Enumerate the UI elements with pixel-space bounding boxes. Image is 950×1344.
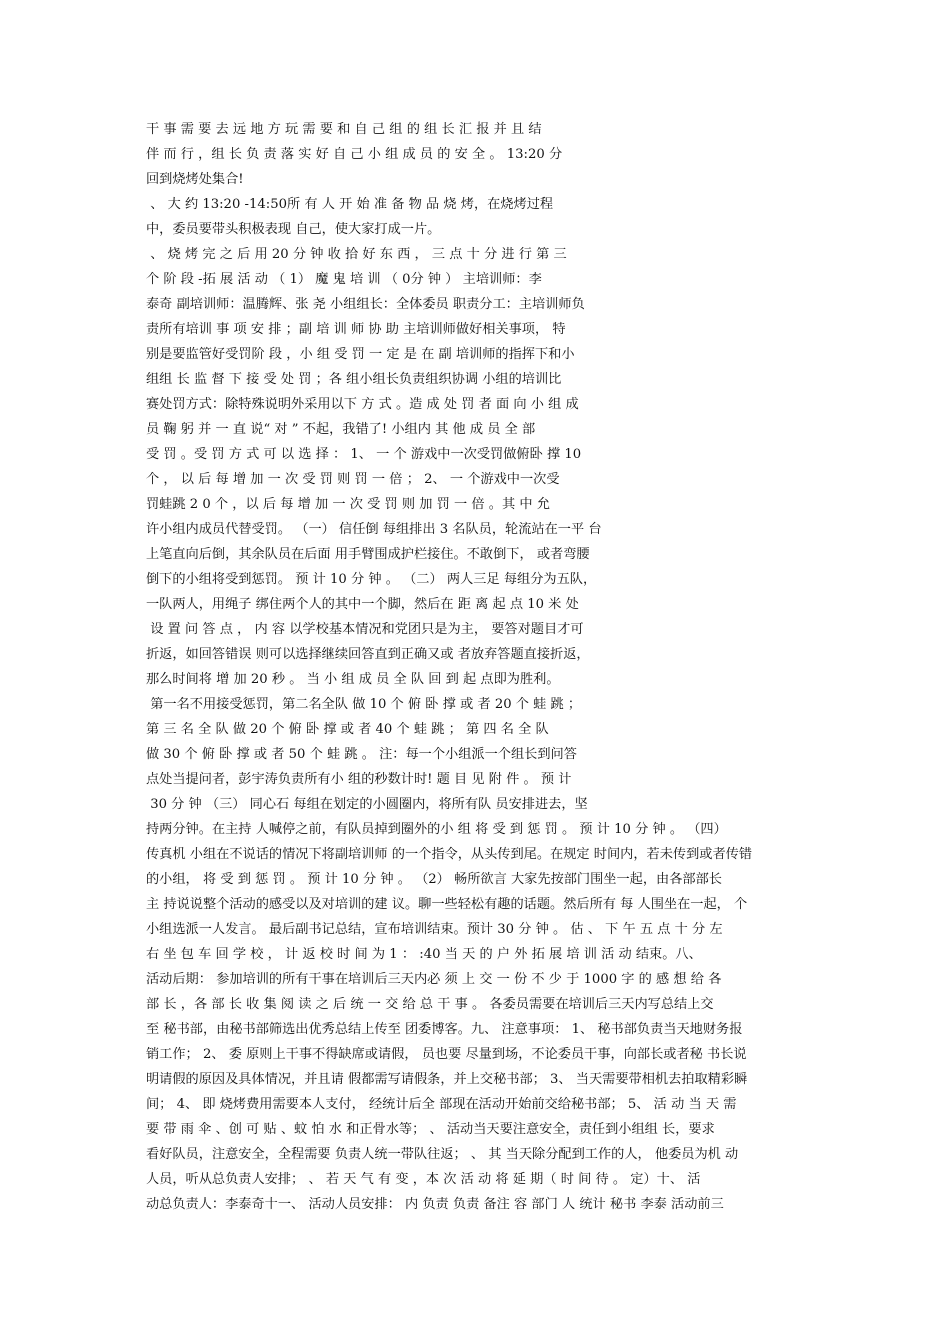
text-line: 、 烧 烤 完 之 后 用 20 分 钟 收 拾 好 东 西 ， 三 点 十 分 进 行 第 三 — [146, 247, 567, 262]
text-line: 许小组内成员代替受罚。 （一） 信任倒 每组排出 3 名队员，轮流站在一平 台 — [146, 522, 602, 537]
text-line: 传真机 小组在不说话的情况下将副培训师 的一个指令，从头传到尾。在规定 时间内，若未传到或者传错 — [146, 847, 753, 862]
text-line: 部 长 ，各 部 长 收 集 阅 读 之 后 统 一 交 给 总 干 事 。 各委员需要在培训后三天内写总结上交 — [146, 997, 714, 1012]
text-line: 要 带 雨 伞 、创 可 贴 、蚊 怕 水 和正骨水等； 、 活动当天要注意安全，责任到小组组 长，要求 — [146, 1122, 715, 1137]
text-line: 干 事 需 要 去 远 地 方 玩 需 要 和 自 己 组 的 组 长 汇 报 并 且 结 — [146, 122, 542, 137]
text-line: 个 阶 段 -拓 展 活 动 （ 1） 魔 鬼 培 训 （ 0分 钟 ） 主培训师：李 — [146, 272, 542, 287]
text-line: 一队两人，用绳子 绑住两个人的其中一个脚，然后在 距 离 起 点 10 米 处 — [146, 597, 579, 612]
text-line: 设 置 问 答 点 ， 内 容 以学校基本情况和党团只是为主， 要答对题目才可 — [146, 622, 584, 637]
text-line: 至 秘书部，由秘书部筛选出优秀总结上传至 团委博客。九、 注意事项： 1、 秘书部负责当天地财务报 — [146, 1022, 743, 1037]
text-line: 第 三 名 全 队 做 20 个 俯 卧 撑 或 者 40 个 蛙 跳 ； 第 四 名 全 队 — [146, 722, 549, 737]
text-line: 、 大 约 13:20 -14:50所 有 人 开 始 准 备 物 品 烧 烤，在烧烤过程 — [146, 197, 554, 212]
text-line: 间； 4、 即 烧烤费用需要本人支付， 经统计后全 部现在活动开始前交给秘书部； 5、 活 动 当 天 需 — [146, 1097, 737, 1112]
text-line: 泰奇 副培训师：温腾辉、张 尧 小组组长：全体委员 职责分工：主培训师负 — [146, 297, 585, 312]
text-line: 赛处罚方式：除特殊说明外采用以下 方 式 。造 成 处 罚 者 面 向 小 组 成 — [146, 397, 579, 412]
text-line: 受 罚 。受 罚 方 式 可 以 选 择 ： 1、 一 个 游戏中一次受罚做俯卧 撑 10 — [146, 447, 582, 462]
text-line: 员 鞠 躬 并 一 直 说“ 对 ” 不起，我错了! 小组内 其 他 成 员 全 部 — [146, 422, 536, 437]
text-line: 销工作； 2、 委 原则上干事不得缺席或请假， 员也要 尽量到场，不论委员干事，向部长或者秘 书长说 — [146, 1047, 747, 1062]
text-line: 右 坐 包 车 回 学 校 ， 计 返 校 时 间 为 1 ： :40 当 天 的 户 外 拓 展 培 训 活 动 结束。八、 — [146, 947, 702, 962]
text-line: 回到烧烤处集合! — [146, 172, 244, 187]
text-line: 动总负责人：李泰奇十一、 活动人员安排： 内 负责 负责 备注 容 部门 人 统计 秘书 李泰 活动前三 — [146, 1197, 724, 1212]
text-line: 倒下的小组将受到惩罚。 预 计 10 分 钟 。 （二） 两人三足 每组分为五队， — [146, 572, 597, 587]
text-line: 30 分 钟 （三） 同心石 每组在划定的小圆圈内，将所有队 员安排进去，坚 — [146, 797, 588, 812]
text-line: 罚蛙跳 2 0 个 ，以 后 每 增 加 一 次 受 罚 则 加 罚 一 倍 。其 中 允 — [146, 497, 550, 512]
text-line: 看好队员，注意安全，全程需要 负责人统一带队往返； 、 其 当天除分配到工作的人， 他委员为机 动 — [146, 1147, 739, 1162]
text-line: 别是要监管好受罚阶 段 ，小 组 受 罚 一 定 是 在 副 培训师的指挥下和小 — [146, 347, 575, 362]
text-line: 责所有培训 事 项 安 排 ；副 培 训 师 协 助 主培训师做好相关事项， 特 — [146, 322, 566, 337]
text-line: 主 持说说整个活动的感受以及对培训的建 议。聊一些轻松有趣的话题。然后所有 每 人围坐在一起， 个 — [146, 897, 748, 912]
text-line: 第一名不用接受惩罚，第二名全队 做 10 个 俯 卧 撑 或 者 20 个 蛙 跳 ； — [146, 697, 582, 712]
text-line: 组组 长 监 督 下 接 受 处 罚 ；各 组小组长负责组织协调 小组的培训比 — [146, 372, 562, 387]
text-line: 那么时间将 增 加 20 秒 。 当 小 组 成 员 全 队 回 到 起 点即为胜利。 — [146, 672, 560, 687]
text-line: 上笔直向后倒，其余队员在后面 用手臂围成护栏接住。不敢倒下， 或者弯腰 — [146, 547, 590, 562]
text-line: 伴 而 行 ，组 长 负 责 落 实 好 自 己 小 组 成 员 的 安 全 。 13:20 分 — [146, 147, 563, 162]
text-line: 小组选派一人发言。 最后副书记总结，宣布培训结束。预计 30 分 钟 。 估 、 下 午 五 点 十 分 左 — [146, 922, 723, 937]
text-line: 中，委员要带头积极表现 自己，使大家打成一片。 — [146, 222, 441, 237]
text-line: 活动后期： 参加培训的所有干事在培训后三天内必 须 上 交 一 份 不 少 于 1000 字 的 感 想 给 各 — [146, 972, 722, 987]
text-line: 个 ， 以 后 每 增 加 一 次 受 罚 则 罚 一 倍 ； 2、 一 个游戏中一次受 — [146, 472, 560, 487]
text-line: 人员，听从总负责人安排； 、 若 天 气 有 变 ，本 次 活 动 将 延 期（ 时 间 待 。 定）十、 活 — [146, 1172, 701, 1187]
text-line: 折返，如回答错误 则可以选择继续回答直到正确又或 者放弃答题直接折返， — [146, 647, 590, 662]
text-line: 明请假的原因及具体情况，并且请 假都需写请假条，并上交秘书部； 3、 当天需要带相机去拍取精彩瞬 — [146, 1072, 748, 1087]
text-line: 点处当提问者，彭宇涛负责所有小 组的秒数计时! 题 目 见 附 件 。 预 计 — [146, 772, 572, 787]
text-line: 的小组， 将 受 到 惩 罚 。 预 计 10 分 钟 。 （2） 畅所欲言 大家先按部门围坐一起，由各部部长 — [146, 872, 722, 887]
text-line: 做 30 个 俯 卧 撑 或 者 50 个 蛙 跳 。 注：每一个小组派一个组长到问答 — [146, 747, 577, 762]
text-line: 持两分钟。在主持 人喊停之前，有队员掉到圈外的小 组 将 受 到 惩 罚 。 预 计 10 分 钟 。 （四） — [146, 822, 727, 837]
